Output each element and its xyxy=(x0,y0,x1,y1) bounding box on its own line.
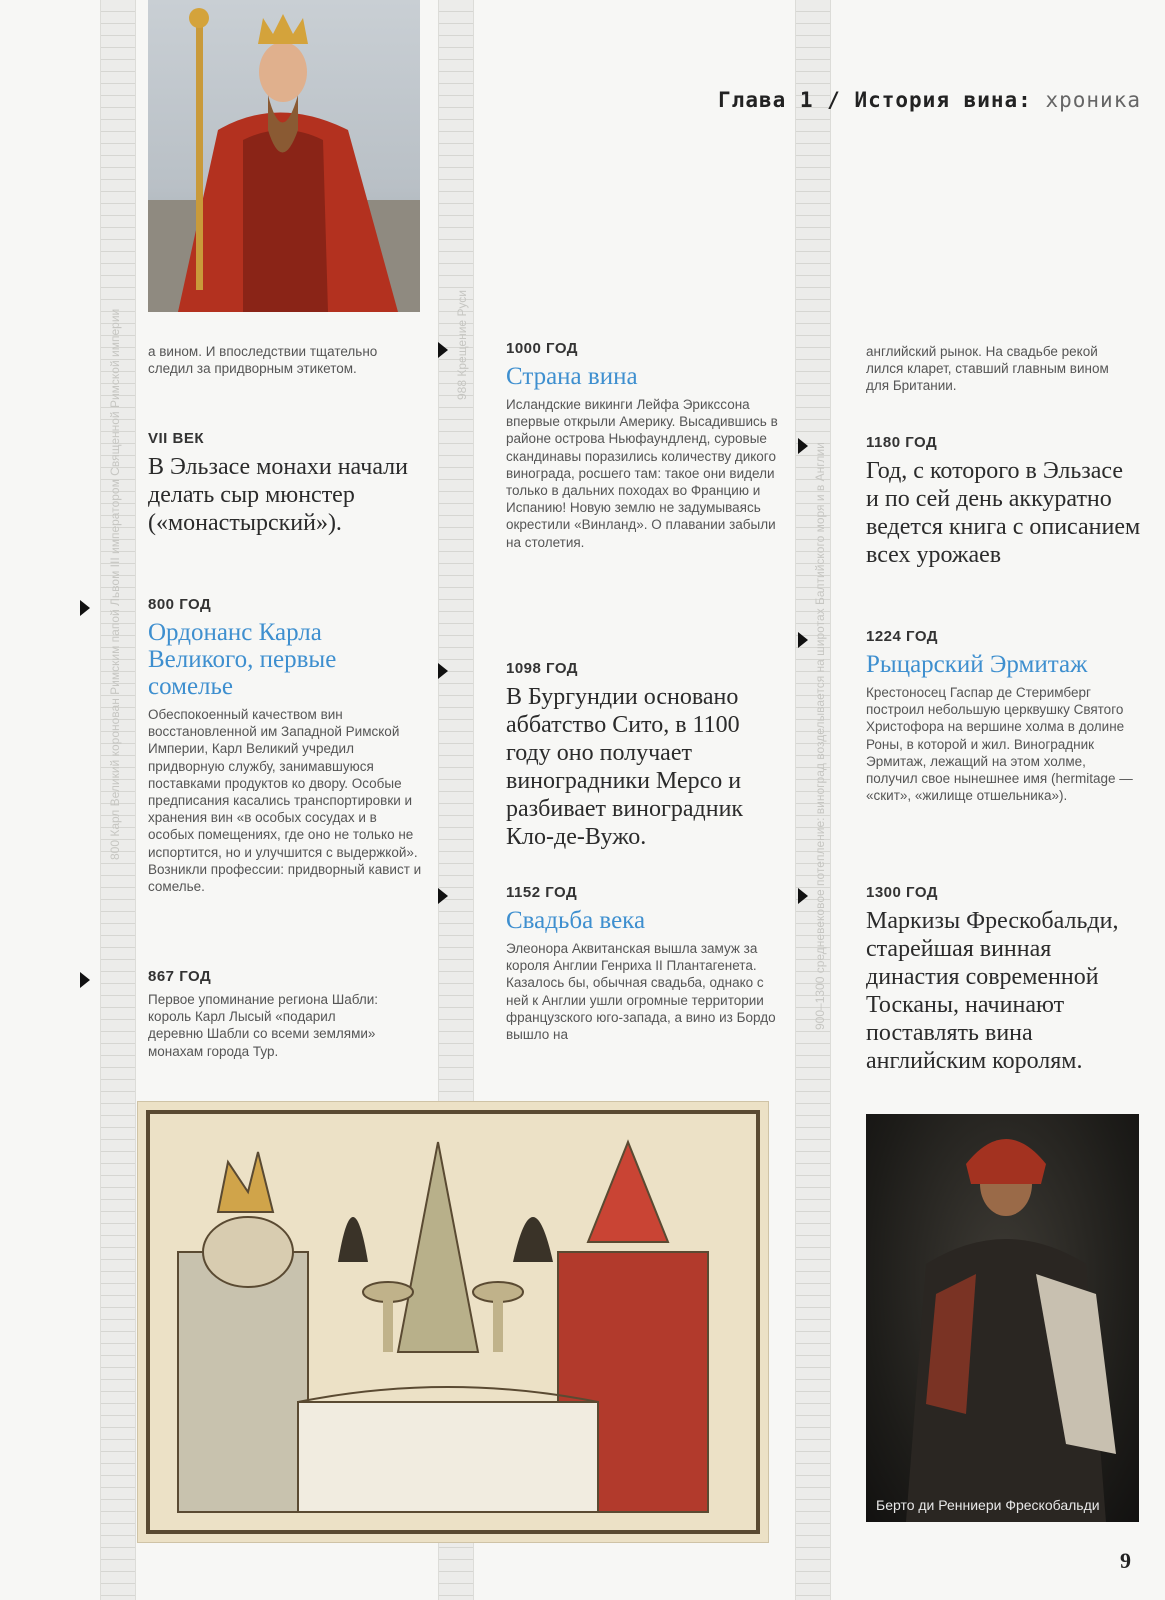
timeline-entry-1098 xyxy=(506,660,788,851)
timeline-entry-800 xyxy=(148,596,423,895)
entry-year: VII ВЕК xyxy=(148,430,204,447)
timeline-marker-arrow xyxy=(438,663,448,679)
entry-year: 1098 ГОД xyxy=(506,660,578,677)
entry-text: Крестоносец Гаспар де Стеримберг построил небольшую церквушку Святого Христофора на вершине холма в долине Роны, в которой и жил. Виноградник Эрмитаж, лежащий на этом холме, получил свое нынешнее имя (hermitage — «скит», «жилище отшельника»). xyxy=(866,685,1133,804)
entry-text: Обеспокоенный качеством вин восстановленной им Западной Римской Империи, Карл Великий учредил придворную службу, занимавшуюся поставками продуктов ко двору. Особые предписания касались транспортировки и хранения вин «в особых сосудах и в особых помещениях, где оно не только не испортится, но и улучшится с выдержкой». Возникли профессии: придворный кавист и сомелье. xyxy=(148,707,422,895)
entry-text: Исландские викинги Лейфа Эрикссона впервые открыли Америку. Высадившись в районе острова Ньюфаундленд, суровые скандинавы поразились количеству дикого винограда, росшего там: такое они видели только в дальних походах во Францию и Испанию! Новую землю не задумываясь окрестили «Винланд». О плавании забыли на столетия. xyxy=(506,397,778,550)
entry-year: 1152 ГОД xyxy=(506,884,578,901)
portrait-caption: Берто ди Ренниери Фрескобальди xyxy=(876,1497,1100,1513)
entry-year: 867 ГОД xyxy=(148,968,212,985)
col3-intro xyxy=(866,343,1131,395)
entry-highlight-text: В Эльзасе монахи начали делать сыр мюнстер («монастырский»). xyxy=(148,454,409,536)
timeline-entry-867 xyxy=(148,968,388,1060)
side-label-left: 800 Карл Великий коронован Римским папой Львом III императором Священной Римской империи xyxy=(108,308,122,860)
timeline-entry-1152 xyxy=(506,884,776,1043)
entry-highlight-text: Год, с которого в Эльзасе и по сей день аккуратно ведется книга с описанием всех урожаев xyxy=(866,458,1141,568)
chapter-title: Глава 1 / История вина: xyxy=(718,88,1032,112)
side-label-right: 900–1300 средневековое потепление: виноград возделывается на широтах Балтийского моря и в Англии xyxy=(813,442,827,1030)
entry-title: Ордонанс Карла Великого, первые сомелье xyxy=(148,619,337,700)
entry-text: Элеонора Аквитанская вышла замуж за короля Англии Генриха II Плантагенета. Казалось бы, обычная свадьба, однако с ней к Англии ушли огромные территории французского юго-запада, а вино из Бордо вышло на xyxy=(506,941,776,1043)
timeline-marker-arrow xyxy=(798,438,808,454)
entry-title: Рыцарский Эрмитаж xyxy=(866,651,1088,678)
timeline-marker-arrow xyxy=(438,888,448,904)
section-title: хроника xyxy=(1045,88,1141,112)
frescobaldi-portrait-image xyxy=(866,1114,1139,1522)
col3-intro-text: английский рынок. На свадьбе рекой лился кларет, ставший главным вином для Британии. xyxy=(866,344,1109,394)
feast-woodcut-image xyxy=(138,1102,768,1542)
timeline-entry-1180 xyxy=(866,434,1141,569)
timeline-marker-arrow xyxy=(438,342,448,358)
entry-year: 1000 ГОД xyxy=(506,340,578,357)
entry-year: 800 ГОД xyxy=(148,596,212,613)
entry-text: Первое упоминание региона Шабли: король Карл Лысый «подарил деревню Шабли со всеми землями» монахам города Тур. xyxy=(148,992,378,1059)
chapter-header xyxy=(718,88,1141,112)
timeline-marker-arrow xyxy=(80,600,90,616)
col1-intro-text: а вином. И впоследствии тщательно следил за придворным этикетом. xyxy=(148,344,378,377)
timeline-entry-1224 xyxy=(866,628,1138,804)
entry-year: 1224 ГОД xyxy=(866,628,938,645)
col1-intro xyxy=(148,343,378,377)
timeline-entry-1300 xyxy=(866,884,1141,1075)
entry-title: Свадьба века xyxy=(506,907,646,934)
entry-year: 1180 ГОД xyxy=(866,434,938,451)
entry-highlight-text: Маркизы Фрескобальди, старейшая винная династия современной Тосканы, начинают поставлять вина английским королям. xyxy=(866,908,1119,1074)
timeline-marker-arrow xyxy=(80,972,90,988)
timeline-entry-1000 xyxy=(506,340,784,551)
page-number: 9 xyxy=(1120,1548,1131,1573)
side-label-middle: 988 Крещение Руси xyxy=(455,289,469,400)
entry-title: Страна вина xyxy=(506,363,638,390)
entry-year: 1300 ГОД xyxy=(866,884,938,901)
timeline-marker-arrow xyxy=(798,888,808,904)
charlemagne-portrait-image xyxy=(148,0,420,312)
entry-highlight-text: В Бургундии основано аббатство Сито, в 1100 году оно получает виноградники Мерсо и разбивает виноградник Кло-де-Вужо. xyxy=(506,684,744,850)
timeline-marker-arrow xyxy=(798,632,808,648)
timeline-entry-7th-century xyxy=(148,430,408,537)
